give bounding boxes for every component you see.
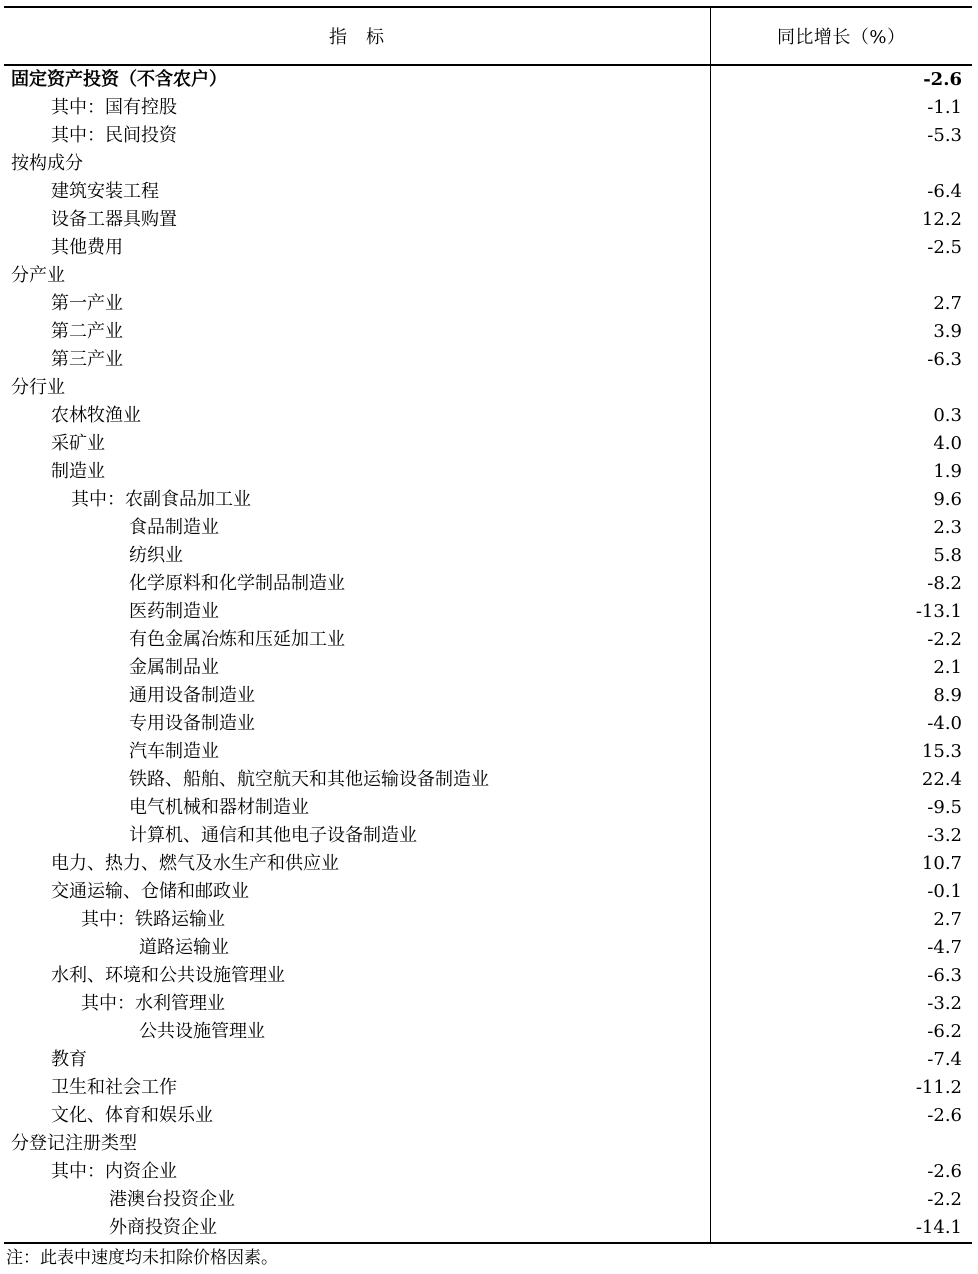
row-value: -2.6 (927, 1105, 962, 1126)
investment-table-container (4, 6, 972, 1244)
row-value: -2.6 (927, 1161, 962, 1182)
row-label: 有色金属冶炼和压延加工业 (4, 626, 710, 654)
table-row (4, 934, 972, 962)
row-value: 2.3 (933, 517, 962, 538)
row-value: 4.0 (933, 433, 962, 454)
row-value: -8.2 (927, 573, 962, 594)
row-value: -7.4 (927, 1049, 962, 1070)
row-value: 2.7 (933, 293, 962, 314)
row-label: 分行业 (4, 374, 710, 402)
row-value (710, 1130, 972, 1158)
row-value: -4.0 (927, 713, 962, 734)
table-row (4, 654, 972, 682)
row-label: 交通运输、仓储和邮政业 (4, 878, 710, 906)
row-label: 食品制造业 (4, 514, 710, 542)
row-label: 计算机、通信和其他电子设备制造业 (4, 822, 710, 850)
row-label: 道路运输业 (4, 934, 710, 962)
row-value: -3.2 (927, 825, 962, 846)
row-label: 采矿业 (4, 430, 710, 458)
row-label: 水利、环境和公共设施管理业 (4, 962, 710, 990)
row-label: 文化、体育和娱乐业 (4, 1102, 710, 1130)
row-value: -1.1 (927, 97, 962, 118)
table-row (4, 262, 972, 290)
row-value: 1.9 (933, 461, 962, 482)
table-header-row (4, 7, 972, 65)
table-row (4, 626, 972, 654)
table-row (4, 1130, 972, 1158)
row-label: 金属制品业 (4, 654, 710, 682)
table-row (4, 738, 972, 766)
row-value: -11.2 (915, 1077, 962, 1098)
table-row (4, 1074, 972, 1102)
header-growth: 同比增长（%） (710, 7, 972, 65)
table-row (4, 402, 972, 430)
table-row (4, 1214, 972, 1243)
table-row (4, 1158, 972, 1186)
table-row (4, 234, 972, 262)
row-value: -6.3 (927, 349, 962, 370)
row-label: 设备工器具购置 (4, 206, 710, 234)
investment-growth-table (4, 6, 972, 1244)
table-row (4, 514, 972, 542)
table-row (4, 766, 972, 794)
row-label: 外商投资企业 (4, 1214, 710, 1243)
row-label: 分产业 (4, 262, 710, 290)
row-value: 2.7 (933, 909, 962, 930)
row-label: 其中：民间投资 (4, 122, 710, 150)
row-value: -2.2 (927, 1189, 962, 1210)
row-label: 第一产业 (4, 290, 710, 318)
row-label: 其中：国有控股 (4, 94, 710, 122)
row-value: -14.1 (710, 1214, 972, 1243)
table-row (4, 430, 972, 458)
row-value: -6.2 (927, 1021, 962, 1042)
table-row (4, 542, 972, 570)
table-row (4, 122, 972, 150)
row-value: -4.7 (927, 937, 962, 958)
table-row (4, 598, 972, 626)
table-row (4, 1186, 972, 1214)
row-label: 第三产业 (4, 346, 710, 374)
table-row (4, 962, 972, 990)
row-label: 医药制造业 (4, 598, 710, 626)
row-label: 电气机械和器材制造业 (4, 794, 710, 822)
row-value: -0.1 (927, 881, 962, 902)
row-label: 港澳台投资企业 (4, 1186, 710, 1214)
row-value: -2.5 (927, 237, 962, 258)
table-row (4, 346, 972, 374)
table-row (4, 290, 972, 318)
row-value: 2.1 (933, 657, 962, 678)
table-row (4, 1046, 972, 1074)
row-value: 0.3 (933, 405, 962, 426)
row-label: 其中：内资企业 (4, 1158, 710, 1186)
table-row (4, 878, 972, 906)
row-value: 15.3 (921, 741, 962, 762)
table-row (4, 178, 972, 206)
table-row (4, 710, 972, 738)
row-value: 12.2 (921, 209, 962, 230)
table-row (4, 850, 972, 878)
table-row (4, 150, 972, 178)
table-row (4, 94, 972, 122)
row-value (710, 262, 972, 290)
table-row (4, 906, 972, 934)
header-indicator: 指 标 (4, 7, 710, 65)
row-value: 3.9 (933, 321, 962, 342)
row-label: 第二产业 (4, 318, 710, 346)
row-label: 其他费用 (4, 234, 710, 262)
row-label: 铁路、船舶、航空航天和其他运输设备制造业 (4, 766, 710, 794)
row-value: 22.4 (921, 769, 962, 790)
row-label: 教育 (4, 1046, 710, 1074)
row-value (710, 374, 972, 402)
row-label: 卫生和社会工作 (4, 1074, 710, 1102)
row-value: -2.2 (927, 629, 962, 650)
row-value: -13.1 (915, 601, 962, 622)
row-label: 公共设施管理业 (4, 1018, 710, 1046)
row-value: -5.3 (927, 125, 962, 146)
row-label: 制造业 (4, 458, 710, 486)
row-value: -6.4 (927, 181, 962, 202)
row-label: 其中：铁路运输业 (4, 906, 710, 934)
table-row (4, 794, 972, 822)
row-value: 9.6 (933, 489, 962, 510)
table-row (4, 990, 972, 1018)
row-label: 汽车制造业 (4, 738, 710, 766)
row-value (710, 150, 972, 178)
table-row (4, 206, 972, 234)
row-label: 农林牧渔业 (4, 402, 710, 430)
table-row (4, 1102, 972, 1130)
row-value: 5.8 (933, 545, 962, 566)
row-label: 其中：水利管理业 (4, 990, 710, 1018)
row-label: 专用设备制造业 (4, 710, 710, 738)
row-value: -6.3 (927, 965, 962, 986)
table-row (4, 458, 972, 486)
row-value: -3.2 (927, 993, 962, 1014)
row-label: 建筑安装工程 (4, 178, 710, 206)
row-value: 10.7 (921, 853, 962, 874)
row-value: -9.5 (927, 797, 962, 818)
row-label: 纺织业 (4, 542, 710, 570)
row-value: 8.9 (933, 685, 962, 706)
table-row (4, 570, 972, 598)
table-row (4, 822, 972, 850)
row-label: 按构成分 (4, 150, 710, 178)
row-label: 化学原料和化学制品制造业 (4, 570, 710, 598)
row-label: 其中：农副食品加工业 (4, 486, 710, 514)
table-row (4, 1018, 972, 1046)
row-value: -2.6 (923, 69, 962, 90)
table-row (4, 374, 972, 402)
table-row (4, 682, 972, 710)
row-label: 分登记注册类型 (4, 1130, 710, 1158)
table-footnote: 注：此表中速度均未扣除价格因素。 (6, 1248, 278, 1268)
table-row (4, 318, 972, 346)
table-row (4, 65, 972, 94)
table-row (4, 486, 972, 514)
row-label: 固定资产投资（不含农户） (4, 65, 710, 94)
row-label: 电力、热力、燃气及水生产和供应业 (4, 850, 710, 878)
row-label: 通用设备制造业 (4, 682, 710, 710)
